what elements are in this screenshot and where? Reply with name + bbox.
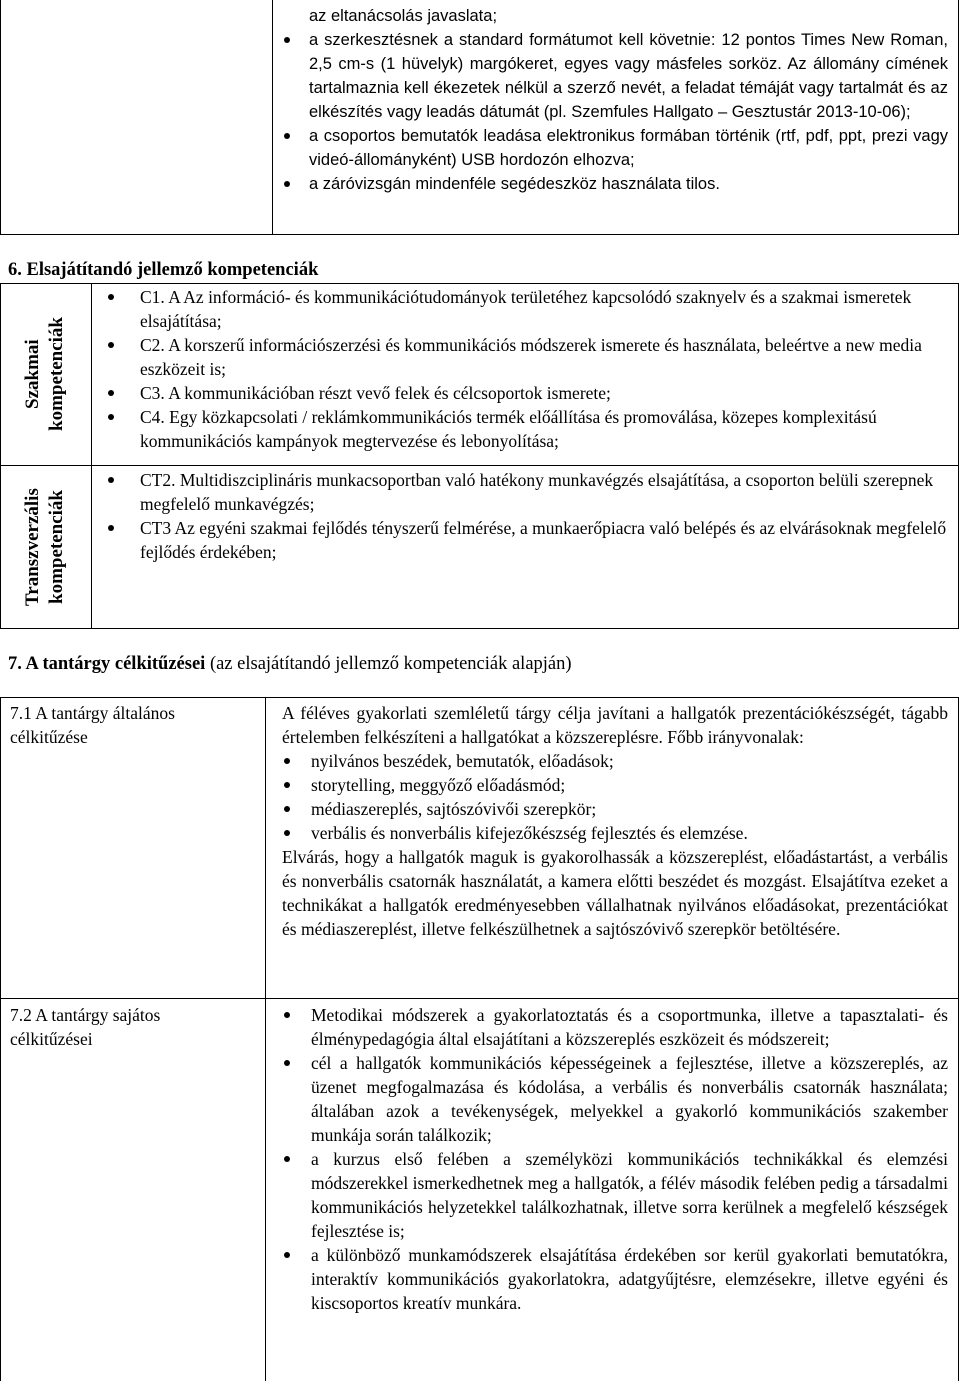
continuation-line: az eltanácsolás javaslata; [309, 7, 498, 25]
transzverzalis-list [92, 466, 958, 564]
objectives-table [0, 697, 959, 1381]
section-7-heading-bold: 7. A tantárgy célkitűzései [8, 654, 206, 674]
objective-item: Metodikai módszerek a gyakorlatoztatás és a csoportmunka, illetve a tapasztalati- és élménypedagógia által elsajátítani a közszereplés eszközeit és módszereit; [311, 1003, 948, 1051]
general-objective-intro: A féléves gyakorlati szemléletű tárgy célja javítani a hallgatók prezentációkészségét, tágabb értelemben felkészíteni a hallgatókat a közszereplésre. Főbb irányvonalak: [282, 703, 948, 747]
competency-item: C1. A Az információ- és kommunikációtudományok területéhez kapcsolódó szaknyelv és a szakmai ismeretek elsajátítása; [140, 285, 948, 333]
transzverzalis-label-cell [1, 466, 92, 629]
general-objective-outro: Elvárás, hogy a hallgatók maguk is gyakorolhassák a közszereplést, előadástartást, a verbális és nonverbális csatornák használatát, a kamera előtti beszédet és mozgást. Elsajátítva ezeket a technikákat a hallgatók eredményesebben vállalhatnak nyilvános előadásokat, prezentációkat és médiaszereplést, illetve felkészülhetnek a sajtószóvivő szerepkör betöltésére. [282, 847, 948, 939]
requirement-item: a csoportos bemutatók leadása elektronikus formában történik (rtf, pdf, ppt, prezi vagy videó-állományként) USB hordozón elhozva; [309, 124, 948, 172]
requirement-item: a záróvizsgán mindenféle segédeszköz használata tilos. [309, 172, 948, 196]
objective-item: nyilvános beszédek, bemutatók, előadások; [311, 749, 948, 773]
general-objective-content-cell [266, 698, 959, 999]
objective-item: a különböző munkamódszerek elsajátítása érdekében sor kerül gyakorlati bemutatókra, interaktív kommunikációs gyakorlatokra, adatgyűjtésre, elemzésekre, illetve egyéni és kiscsoportos kreatív munkára. [311, 1243, 948, 1315]
section-7-heading-rest: (az elsajátítandó jellemző kompetenciák alapján) [205, 654, 572, 674]
competency-item: C2. A korszerű információszerzési és kommunikációs módszerek ismerete és használata, beleértve a new media eszközeit is; [140, 333, 948, 381]
top-table [0, 0, 959, 235]
competency-item: CT3 Az egyéni szakmai fejlődés tényszerű felmérése, a munkaerőpiacra való belépés és az elvárásoknak megfelelő fejlődés érdekében; [140, 516, 948, 564]
transzverzalis-label: Transzverzális [22, 488, 43, 606]
szakmai-label-cell [1, 284, 92, 466]
objective-item: cél a hallgatók kommunikációs képességeinek a fejlesztése, illetve a közszereplés, az üzenet megfogalmazása és kódolása, a verbális és nonverbális csatornák használata; általában azok a tevékenységek, melyekkel a gyakorló kommunikációs szakember munkája során találkozik; [311, 1051, 948, 1147]
szakmai-label-2: kompetenciák [46, 317, 67, 432]
top-table-empty-cell [1, 0, 273, 235]
szakmai-list [92, 284, 958, 459]
requirement-item: a szerkesztésnek a standard formátumot kell követnie: 12 pontos Times New Roman, 2,5 cm-s (1 hüvelyk) margókeret, egyes vagy másfeles sorköz. Az állomány címének tartalmaznia kell ékezetek nélkül a szerző nevét, a feladat témáját vagy tartalmát és az elkészítés vagy leadás dátumát (pl. Szemfules Hallgato – Gesztustár 2013-10-06); [309, 28, 948, 124]
section-7-heading [8, 652, 572, 676]
competency-item: CT2. Multidiszciplináris munkacsoportban való hatékony munkavégzés elsajátítása, a csoporton belüli szerepnek megfelelő munkavégzés; [140, 468, 948, 516]
specific-objective-label: 7.2 A tantárgy sajátos célkitűzései [10, 1005, 161, 1049]
objective-item: a kurzus első felében a személyközi kommunikációs technikákkal és elemzési módszerekkel ismerkedhetnek meg a hallgatók, a félév második felében pedig a társadalmi kommunikációs helyzetekkel találkozhatnak, illetve sorra kerülnek a megfelelő készségek fejlesztése is; [311, 1147, 948, 1243]
specific-objective-list [266, 999, 958, 1315]
transzverzalis-label-2: kompetenciák [46, 490, 67, 604]
transzverzalis-items-cell [92, 466, 959, 629]
specific-objective-label-cell [1, 999, 266, 1382]
competency-item: C3. A kommunikációban részt vevő felek és célcsoportok ismerete; [140, 381, 948, 405]
szakmai-label: Szakmai [22, 339, 43, 410]
requirements-list [309, 28, 948, 196]
general-objective-label: 7.1 A tantárgy általános célkitűzése [10, 703, 175, 747]
general-objective-list [282, 749, 948, 845]
szakmai-items-cell [92, 284, 959, 466]
top-table-content-cell [273, 0, 959, 235]
objective-item: storytelling, meggyőző előadásmód; [311, 773, 948, 797]
competencies-table [0, 283, 959, 629]
section-6-heading: 6. Elsajátítandó jellemző kompetenciák [8, 260, 319, 280]
general-objective-label-cell [1, 698, 266, 999]
specific-objective-content-cell [266, 999, 959, 1382]
objective-item: médiaszereplés, sajtószóvivői szerepkör; [311, 797, 948, 821]
objective-item: verbális és nonverbális kifejezőkészség fejlesztés és elemzése. [311, 821, 948, 845]
competency-item: C4. Egy közkapcsolati / reklámkommunikációs termék előállítása és promoválása, közepes komplexitású kommunikációs kampányok megtervezése és lebonyolítása; [140, 405, 948, 453]
